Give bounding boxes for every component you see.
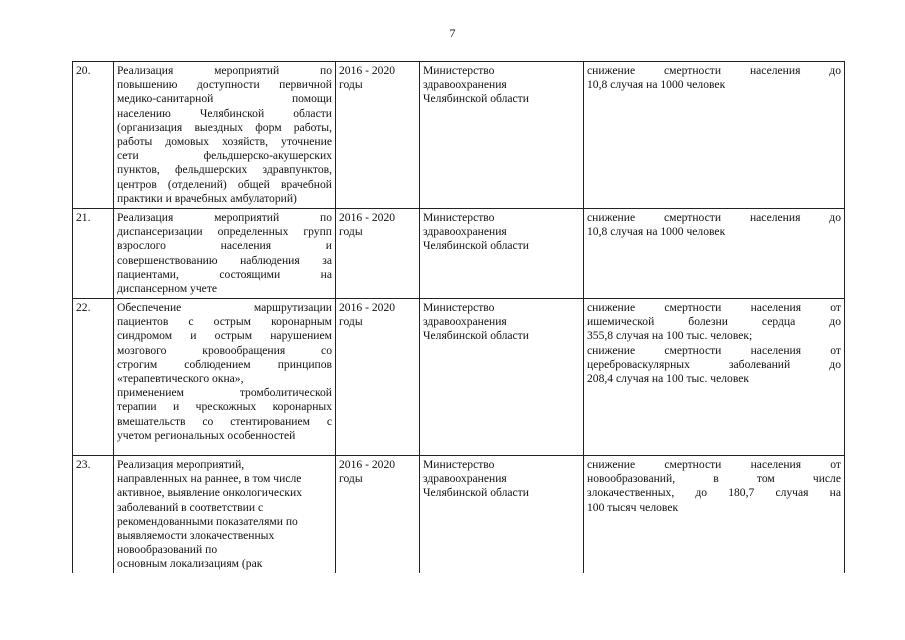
responsible-line: здравоохранения [423, 472, 507, 486]
row-number: 21. [73, 209, 114, 299]
term-line: 2016 - 2020 [339, 64, 396, 77]
measure-name-line: вмешательств со стентированием с [117, 414, 332, 428]
measure-name-line: центров (отделений) общей врачебной [117, 177, 332, 191]
table-row [73, 299, 845, 456]
responsible-line: Министерство [423, 301, 495, 314]
expected-result-cell [584, 299, 845, 456]
responsible-cell [420, 456, 584, 573]
measure-name-line: заболеваний в соответствии с [117, 500, 264, 514]
expected-result-line: 208,4 случая на 100 тыс. человек [587, 372, 750, 386]
term-line: годы [339, 225, 363, 239]
row-number: 20. [73, 62, 114, 209]
responsible-line: Челябинской области [423, 92, 529, 106]
expected-result-line: цереброваскулярных заболеваний до [587, 357, 841, 371]
term-line: годы [339, 472, 363, 486]
measure-name-line: учетом региональных особенностей [117, 428, 296, 442]
measure-name-line: мозгового кровообращения со [117, 343, 332, 357]
measure-name-line: диспансеризации определенных групп [117, 225, 332, 239]
measure-name-line: синдромом и острым нарушением [117, 329, 332, 343]
measures-table [72, 61, 845, 573]
measure-name-line: «терапевтического окна», [117, 372, 244, 386]
measure-name-line: активное, выявление онкологических [117, 486, 303, 500]
expected-result-line: 100 тысяч человек [587, 500, 679, 514]
term-cell [336, 456, 420, 573]
measure-name-line: Реализация мероприятий, [117, 458, 245, 471]
table-row [73, 62, 845, 209]
measure-name-line: строгим соблюдением принципов [117, 357, 332, 371]
measure-name-cell [114, 299, 336, 456]
responsible-line: Министерство [423, 211, 495, 224]
measure-name-line: Реализация мероприятий по [117, 64, 332, 77]
measure-name-line: новообразований по [117, 543, 218, 557]
expected-result-line: снижение смертности населения от [587, 458, 841, 471]
expected-result-line: ишемической болезни сердца до [587, 315, 841, 329]
expected-result-line: злокачественных, до 180,7 случая на [587, 486, 841, 500]
term-line: 2016 - 2020 [339, 211, 396, 224]
expected-result-line: новообразований, в том числе [587, 472, 841, 486]
measure-name-line: основным локализациям (рак [117, 557, 263, 571]
responsible-line: здравоохранения [423, 315, 507, 329]
responsible-line: Министерство [423, 458, 495, 471]
responsible-line: Челябинской области [423, 486, 529, 500]
term-line: 2016 - 2020 [339, 301, 396, 314]
measure-name-line: совершенствованию наблюдения за [117, 253, 332, 267]
responsible-cell [420, 299, 584, 456]
responsible-line: Челябинской области [423, 329, 529, 343]
measure-name-line: населению Челябинской области [117, 106, 332, 120]
measure-name-cell [114, 62, 336, 209]
term-line: 2016 - 2020 [339, 458, 396, 471]
measure-name-line: медико-санитарной помощи [117, 92, 332, 106]
term-cell [336, 62, 420, 209]
row-number: 23. [73, 456, 114, 573]
table-row [73, 456, 845, 573]
expected-result-line: снижение смертности населения от [587, 343, 841, 357]
responsible-cell [420, 62, 584, 209]
responsible-line: здравоохранения [423, 78, 507, 92]
measure-name-line: повышению доступности первичной [117, 78, 332, 92]
term-line: годы [339, 315, 363, 329]
measure-name-line: взрослого населения и [117, 239, 332, 253]
measure-name-line: рекомендованными показателями по [117, 514, 298, 528]
measure-name-line: (организация выездных форм работы, [117, 120, 332, 134]
expected-result-line: снижение смертности населения до [587, 64, 841, 77]
expected-result-cell [584, 209, 845, 299]
measure-name-line: выявляемости злокачественных [117, 529, 275, 543]
measure-name-cell [114, 209, 336, 299]
measure-name-line: направленных на раннее, в том числе [117, 472, 302, 486]
measure-name-line: пациентами, состоящими на [117, 267, 332, 281]
term-cell [336, 209, 420, 299]
term-line: годы [339, 78, 363, 92]
page-number: 7 [449, 26, 456, 40]
measure-name-cell [114, 456, 336, 573]
measure-name-line: диспансерном учете [117, 282, 218, 296]
row-number: 22. [73, 299, 114, 456]
responsible-line: здравоохранения [423, 225, 507, 239]
expected-result-cell [584, 62, 845, 209]
expected-result-line: 10,8 случая на 1000 человек [587, 78, 726, 92]
term-cell [336, 299, 420, 456]
responsible-line: Министерство [423, 64, 495, 77]
measure-name-line: пациентов с острым коронарным [117, 315, 332, 329]
expected-result-line: снижение смертности населения до [587, 211, 841, 224]
responsible-line: Челябинской области [423, 239, 529, 253]
expected-result-cell [584, 456, 845, 573]
measure-name-line: Обеспечение маршрутизации [117, 301, 332, 314]
table-body [73, 62, 845, 573]
measure-name-line: сети фельдшерско-акушерских [117, 149, 332, 163]
measure-name-line: пунктов, фельдшерских здравпунктов, [117, 163, 332, 177]
table-row [73, 209, 845, 299]
expected-result-line: 10,8 случая на 1000 человек [587, 225, 726, 239]
measure-name-line: терапии и чрескожных коронарных [117, 400, 332, 414]
expected-result-line: снижение смертности населения от [587, 301, 841, 314]
expected-result-line: 355,8 случая на 100 тыс. человек; [587, 329, 753, 343]
measure-name-line: Реализация мероприятий по [117, 211, 332, 224]
measure-name-line: применением тромболитической [117, 386, 332, 400]
measure-name-line: работы домовых хозяйств, уточнение [117, 135, 332, 149]
measure-name-line: практики и врачебных амбулаторий) [117, 191, 297, 205]
responsible-cell [420, 209, 584, 299]
